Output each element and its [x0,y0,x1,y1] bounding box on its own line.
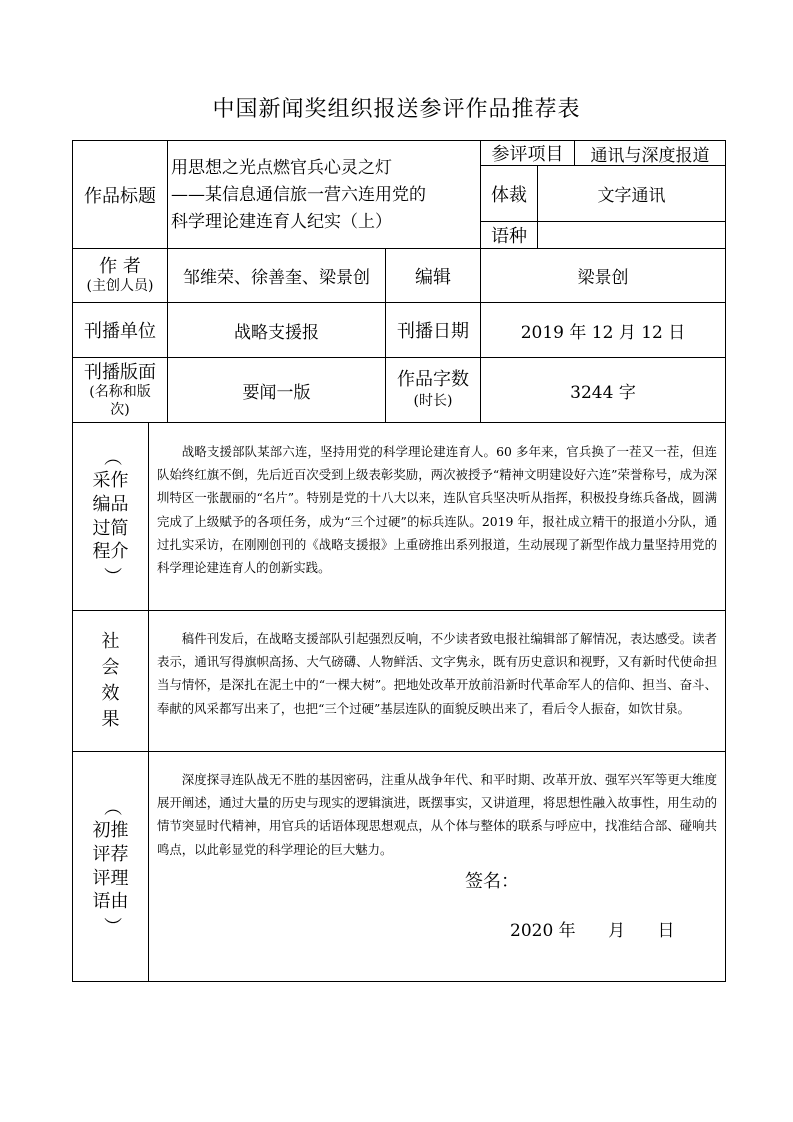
process-label [73,423,148,610]
review-label-char: ） [100,916,122,935]
work-title-label: 作品标题 [84,185,156,207]
review-label [73,752,148,981]
effect-label-char: 效 [101,683,120,704]
publish-date-value: 2019 年 12 月 12 日 [520,322,686,343]
row-divider [72,422,726,423]
category-label: 参评项目 [491,144,564,165]
page-section-value: 要闻一版 [242,382,311,403]
genre-label: 体裁 [491,184,527,206]
effect-text: 稿件刊发后，在战略支援部队引起强烈反响，不少读者致电报社编辑部了解情况，表达感受。读者表示，通讯写得旗帜高扬、大气磅礴、人物鲜活、文字隽永，既有历史意识和视野，又有新时代使命担当与情怀，是深扎在泥土中的“一棵大树”。把地处改革开放前沿新时代革命军人的信仰、担当、奋斗、奉献的风采都写出来了，也把“三个过硬”基层连队的面貌反映出来了，看后令人振奋，如饮甘泉。 [157,631,717,716]
editor-label: 编辑 [415,266,451,288]
word-count-label-cell [386,358,480,422]
page-section-sublabel: (名称和版 [89,383,151,400]
language-label: 语种 [491,226,527,247]
page-section-sublabel: 次) [110,401,130,418]
table-border-right [725,140,726,982]
work-title-line: 用思想之光点燃官兵心灵之灯 [171,158,392,178]
process-label-char: （ [100,448,122,467]
author-label-cell [73,249,167,302]
row-divider [72,751,726,752]
review-label-char: 初推 [92,820,129,841]
col-divider [148,422,149,982]
word-count-sublabel: (时长) [413,393,453,409]
page-section-label-cell [73,358,167,422]
word-count-label: 作品字数 [397,369,469,390]
effect-label-char: 会 [101,656,120,678]
row-divider [72,610,726,611]
table-border-bottom [72,981,726,982]
author-value: 邹维荣、徐善奎、梁景创 [183,268,370,288]
work-title-line: 科学理论建连育人纪实（上） [171,212,392,232]
process-label-char: 程介 [92,541,129,563]
genre-value: 文字通讯 [597,186,666,206]
review-label-char: 语由 [92,891,129,913]
effect-label-char: 果 [101,709,120,731]
process-label-char: 过简 [92,517,129,539]
process-label-char: 采作 [92,470,129,491]
publisher-label: 刊播单位 [84,321,156,342]
review-label-char: （ [100,798,122,817]
word-count-value: 3244 字 [570,382,636,403]
page-section-label: 刊播版面 [84,361,156,383]
author-sublabel: (主创人员) [86,277,154,294]
signature-date: 2020 年 月 日 [510,921,675,941]
work-title-value [171,155,476,236]
publisher-value: 战略支援报 [234,322,319,343]
review-label-char: 评理 [92,867,129,889]
editor-value: 梁景创 [577,268,629,288]
page-title: 中国新闻奖组织报送参评作品推荐表 [212,97,581,122]
effect-label-char: 社 [101,630,120,652]
effect-label [73,611,148,751]
language-value [538,222,725,248]
category-value: 通讯与深度报道 [590,145,710,166]
process-text: 战略支援部队某部六连，坚持用党的科学理论建连育人。60 多年来，官兵换了一茬又一茬，但连队始终红旗不倒，先后近百次受到上级表彰奖励，两次被授予“精神文明建设好六连”荣誉称号，成为深圳特区一张靓丽的“名片”。特别是党的十八大以来，连队官兵坚决听从指挥，积极投身练兵备战，圆满完成了上级赋予的各项任务，成为“三个过硬”的标兵连队。2019 年，报社成立精干的报道小分队，通过扎实采访，在刚刚创刊的《战略支援报》上重磅推出系列报道，生动展现了新型作战力量坚持用党的科学理论建连育人的创新实践。 [157,444,717,576]
author-label: 作 者 [99,255,141,277]
signature-label: 签名： [465,871,519,892]
publish-date-label: 刊播日期 [397,321,469,342]
work-title-line: ——某信息通信旅一营六连用党的 [171,185,426,205]
review-label-char: 评荐 [92,843,129,865]
process-label-char: ） [100,566,122,585]
process-label-char: 编品 [92,493,129,515]
review-text: 深度探寻连队战无不胜的基因密码，注重从战争年代、和平时期、改革开放、强军兴军等更大维度展开阐述，通过大量的历史与现实的逻辑演进，既摆事实，又讲道理，将思想性融入故事性，用生动的情节突显时代精神，用官兵的话语体现思想观点，从个体与整体的联系与呼应中，找准结合部、碰响共鸣点，以此彰显党的科学理论的巨大魅力。 [157,772,717,857]
